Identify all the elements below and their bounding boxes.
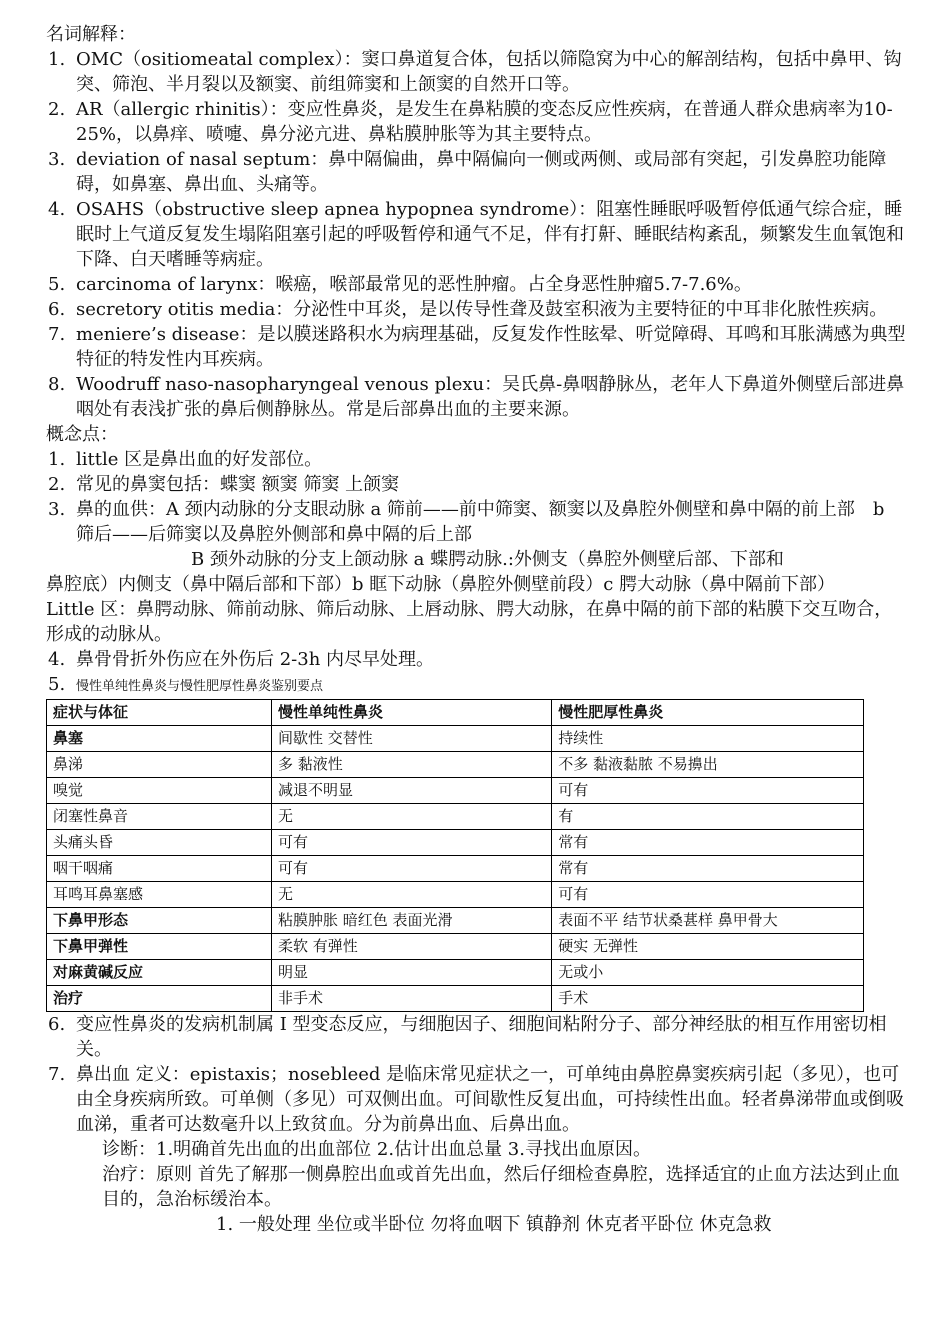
- list-item: 5. 慢性单纯性鼻炎与慢性肥厚性鼻炎鉴别要点: [48, 674, 324, 695]
- list-item: 6. secretory otitis media：分泌性中耳炎，是以传导性聋及鼓室积液为主要特征的中耳非化脓性疾病。: [48, 299, 888, 320]
- blood-supply-b-rest: 鼻腔底）内侧支（鼻中隔后部和下部）b 眶下动脉（鼻腔外侧壁前段）c 腭大动脉（鼻中隔前下部）: [46, 574, 836, 595]
- blood-supply-b-line: B 颈外动脉的分支上颌动脉 a 蝶腭动脉.:外侧支（鼻腔外侧壁后部、下部和: [191, 549, 784, 570]
- table-row: [47, 882, 864, 908]
- table-cell: 常有: [552, 830, 864, 856]
- section-title-terms: 名词解释：: [46, 24, 136, 45]
- table-cell: 柔软 有弹性: [272, 934, 552, 960]
- table-cell: 无或小: [552, 960, 864, 986]
- table-header-cell: 慢性单纯性鼻炎: [272, 700, 552, 726]
- table-row: [47, 804, 864, 830]
- table-caption: 慢性单纯性鼻炎与慢性肥厚性鼻炎鉴别要点: [76, 679, 324, 694]
- table-cell: 不多 黏液黏脓 不易擤出: [552, 752, 864, 778]
- table-cell: 有: [552, 804, 864, 830]
- terms-list: [46, 47, 908, 422]
- list-item: 2. 常见的鼻窦包括：蝶窦 额窦 筛窦 上颌窦: [48, 474, 400, 495]
- table-row: [47, 778, 864, 804]
- diagnosis-paragraph: 诊断：1.明确首先出血的出血部位 2.估计出血总量 3.寻找出血原因。: [102, 1139, 651, 1160]
- list-item: 7. 鼻出血 定义：epistaxis；nosebleed 是临床常见症状之一，可单纯由鼻腔鼻窦疾病引起（多见），也可由全身疾病所致。可单侧（多见）可双侧出血。可间歇性反复出血，可持续性出血。轻者鼻涕带血或倒吸血涕，重者可达数毫升以上致贫血。分为前鼻出血、后鼻出血。: [48, 1064, 904, 1135]
- table-cell: 可有: [552, 778, 864, 804]
- list-item: 7. meniere’s disease：是以膜迷路积水为病理基础，反复发作性眩晕、听觉障碍、耳鸣和耳胀满感为典型特征的特发性内耳疾病。: [48, 324, 906, 370]
- table-row: [47, 986, 864, 1012]
- table-row: [47, 830, 864, 856]
- list-item: 1. little 区是鼻出血的好发部位。: [48, 449, 323, 470]
- rhinitis-comparison-table: [46, 699, 864, 1012]
- little-area-paragraph: Little 区：鼻腭动脉、筛前动脉、筛后动脉、上唇动脉、腭大动脉，在鼻中隔的前下部的粘膜下交互吻合，形成的动脉从。: [46, 599, 893, 645]
- table-row: [47, 856, 864, 882]
- concepts-list-4-5: [46, 647, 908, 699]
- table-row: [47, 726, 864, 752]
- table-cell: 硬实 无弹性: [552, 934, 864, 960]
- list-item: 4. OSAHS（obstructive sleep apnea hypopnea syndrome）：阻塞性睡眠呼吸暂停低通气综合症，睡眠时上气道反复发生塌陷阻塞引起的呼吸暂停和通气不足，伴有打鼾、睡眠结构紊乱，频繁发生血氧饱和下降、白天嗜睡等病症。: [48, 199, 904, 270]
- table-cell: 持续性: [552, 726, 864, 752]
- table-cell: 可有: [552, 882, 864, 908]
- table-cell: 对麻黄碱反应: [47, 960, 272, 986]
- concepts-list-a: [46, 447, 908, 547]
- list-item: 8. Woodruff naso-nasopharyngeal venous plexu：吴氏鼻-鼻咽静脉丛，老年人下鼻道外侧壁后部进鼻咽处有表浅扩张的鼻后侧静脉丛。常是后部鼻出血的主要来源。: [48, 374, 905, 420]
- table-cell: 治疗: [47, 986, 272, 1012]
- table-cell: 可有: [272, 830, 552, 856]
- table-cell: 常有: [552, 856, 864, 882]
- table-cell: 无: [272, 804, 552, 830]
- table-cell: 闭塞性鼻音: [47, 804, 272, 830]
- table-cell: 可有: [272, 856, 552, 882]
- table-cell: 下鼻甲弹性: [47, 934, 272, 960]
- section-title-concepts: 概念点：: [46, 424, 118, 445]
- table-cell: 鼻涕: [47, 752, 272, 778]
- table-cell: 下鼻甲形态: [47, 908, 272, 934]
- table-cell: 明显: [272, 960, 552, 986]
- table-cell: 咽干咽痛: [47, 856, 272, 882]
- table-cell: 头痛头昏: [47, 830, 272, 856]
- list-item: 5. carcinoma of larynx：喉癌，喉部最常见的恶性肿瘤。占全身恶性肿瘤5.7-7.6%。: [48, 274, 752, 295]
- table-cell: 表面不平 结节状桑葚样 鼻甲骨大: [552, 908, 864, 934]
- table-cell: 间歇性 交替性: [272, 726, 552, 752]
- table-cell: 嗅觉: [47, 778, 272, 804]
- list-item: 4. 鼻骨骨折外伤应在外伤后 2-3h 内尽早处理。: [48, 649, 435, 670]
- table-cell: 减退不明显: [272, 778, 552, 804]
- table-cell: 多 黏液性: [272, 752, 552, 778]
- table-cell: 鼻塞: [47, 726, 272, 752]
- table-header-cell: 症状与体征: [47, 700, 272, 726]
- table-header-cell: 慢性肥厚性鼻炎: [552, 700, 864, 726]
- table-row: [47, 908, 864, 934]
- table-cell: 耳鸣耳鼻塞感: [47, 882, 272, 908]
- table-row: [47, 934, 864, 960]
- table-row: [47, 752, 864, 778]
- table-row: [47, 960, 864, 986]
- list-item: 2. AR（allergic rhinitis）：变应性鼻炎，是发生在鼻粘膜的变态反应性疾病，在普通人群众患病率为10-25%，以鼻痒、喷嚏、鼻分泌亢进、鼻粘膜肿胀等为其主要特点。: [48, 99, 893, 145]
- table-cell: 手术: [552, 986, 864, 1012]
- concepts-list-b: [46, 1012, 908, 1137]
- list-item: 6. 变应性鼻炎的发病机制属 I 型变态反应，与细胞因子、细胞间粘附分子、部分神经肽的相互作用密切相关。: [48, 1014, 887, 1060]
- treatment-step-1: 1. 一般处理 坐位或半卧位 勿将血咽下 镇静剂 休克者平卧位 休克急救: [216, 1214, 772, 1235]
- table-cell: 非手术: [272, 986, 552, 1012]
- list-item: 3. deviation of nasal septum：鼻中隔偏曲，鼻中隔偏向一侧或两侧、或局部有突起，引发鼻腔功能障碍，如鼻塞、鼻出血、头痛等。: [48, 149, 887, 195]
- table-cell: 无: [272, 882, 552, 908]
- table-body: [47, 726, 864, 1012]
- document-page: [46, 22, 908, 1237]
- list-item: 1. OMC（ositiomeatal complex）：窦口鼻道复合体，包括以筛隐窝为中心的解剖结构，包括中鼻甲、钩突、筛泡、半月裂以及额窦、前组筛窦和上颌窦的自然开口等。: [48, 49, 902, 95]
- list-item: 3. 鼻的血供：A 颈内动脉的分支眼动脉 a 筛前——前中筛窦、额窦以及鼻腔外侧壁和鼻中隔的前上部 b 筛后——后筛窦以及鼻腔外侧部和鼻中隔的后上部: [48, 499, 885, 545]
- table-header-row: [47, 700, 864, 726]
- treatment-paragraph: 治疗：原则 首先了解那一侧鼻腔出血或首先出血，然后仔细检查鼻腔，选择适宜的止血方法达到止血目的，急治标缓治本。: [102, 1164, 900, 1210]
- table-cell: 粘膜肿胀 暗红色 表面光滑: [272, 908, 552, 934]
